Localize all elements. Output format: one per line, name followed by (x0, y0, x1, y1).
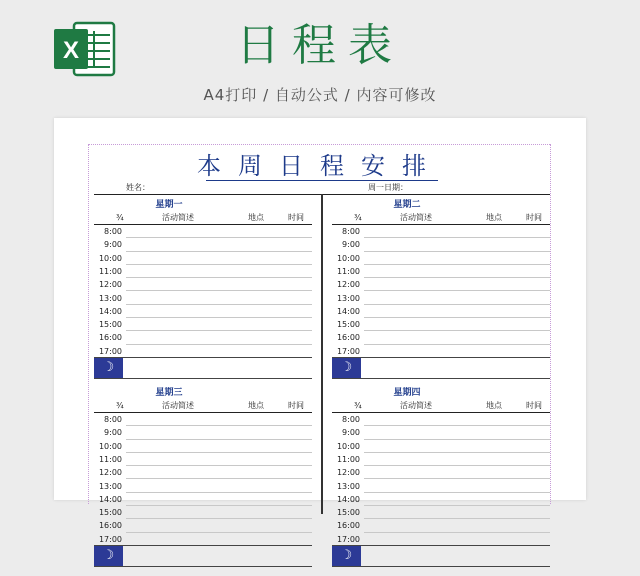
time-slot-row[interactable] (94, 345, 312, 358)
time-slot-row[interactable] (332, 426, 550, 439)
col-time: 时间 (526, 401, 542, 410)
name-label: 姓名： (126, 183, 150, 192)
col-activity: 活动简述 (162, 401, 194, 410)
time-slot-row[interactable] (94, 292, 312, 305)
time-slot-row[interactable] (94, 533, 312, 546)
time-slot-row[interactable] (94, 466, 312, 479)
moon-icon: ☽ (332, 546, 361, 566)
slot-time: 11:00 (336, 454, 360, 464)
monday-date-label: 周一日期： (368, 183, 408, 192)
slot-time: 12:00 (336, 280, 360, 290)
evening-row[interactable] (94, 545, 312, 567)
slot-time: 11:00 (336, 266, 360, 276)
document-title: 本周日程安排 (197, 152, 443, 180)
time-slot-row[interactable] (332, 305, 550, 318)
slot-time: 10:00 (98, 253, 122, 263)
slot-time: 13:00 (98, 293, 122, 303)
time-slot-row[interactable] (332, 265, 550, 278)
slot-time: 15:00 (336, 320, 360, 330)
slot-time: 9:00 (104, 240, 122, 250)
center-divider (321, 194, 323, 514)
col-mark: ¾ (354, 401, 362, 410)
slot-time: 11:00 (98, 266, 122, 276)
title-underline (206, 180, 438, 181)
time-slot-row[interactable] (332, 331, 550, 344)
time-slot-row[interactable] (332, 533, 550, 546)
day-name: 星期三 (155, 388, 183, 398)
time-slot-row[interactable] (332, 440, 550, 453)
time-slot-row[interactable] (94, 331, 312, 344)
time-slot-row[interactable] (94, 238, 312, 251)
slot-time: 8:00 (104, 227, 122, 236)
col-mark: ¾ (116, 401, 124, 410)
time-slot-row[interactable] (332, 252, 550, 265)
slot-time: 16:00 (336, 521, 360, 531)
slot-time: 17:00 (336, 534, 360, 544)
col-activity: 活动简述 (162, 213, 194, 222)
time-slot-row[interactable] (332, 278, 550, 291)
slot-time: 8:00 (104, 415, 122, 424)
slot-time: 17:00 (98, 534, 122, 544)
slot-time: 11:00 (98, 454, 122, 464)
col-activity: 活动简述 (400, 213, 432, 222)
page-subtitle: A4打印 / 自动公式 / 内容可修改 (203, 86, 437, 104)
time-slot-row[interactable] (94, 413, 312, 426)
slot-time: 17:00 (336, 346, 360, 356)
moon-icon: ☽ (94, 546, 123, 566)
time-slot-row[interactable] (332, 225, 550, 238)
slot-time: 13:00 (336, 293, 360, 303)
slot-time: 8:00 (342, 415, 360, 424)
time-slot-row[interactable] (94, 480, 312, 493)
col-location: 地点 (486, 401, 502, 410)
day-name: 星期一 (155, 200, 183, 210)
evening-row[interactable] (332, 545, 550, 567)
slot-time: 16:00 (336, 333, 360, 343)
time-slot-row[interactable] (332, 238, 550, 251)
time-slot-row[interactable] (332, 453, 550, 466)
slot-time: 12:00 (336, 468, 360, 478)
time-slot-row[interactable] (332, 519, 550, 532)
slot-time: 10:00 (336, 441, 360, 451)
slot-time: 14:00 (336, 306, 360, 316)
slot-time: 16:00 (98, 333, 122, 343)
print-margin-left (88, 144, 89, 504)
document-page (54, 118, 586, 563)
time-slot-row[interactable] (94, 453, 312, 466)
slot-time: 9:00 (342, 240, 360, 250)
slot-time: 14:00 (336, 494, 360, 504)
col-location: 地点 (248, 401, 264, 410)
evening-row[interactable] (94, 357, 312, 379)
time-slot-row[interactable] (94, 252, 312, 265)
logo-letter: X (62, 37, 80, 64)
slot-time: 14:00 (98, 494, 122, 504)
time-slot-row[interactable] (94, 519, 312, 532)
time-slot-row[interactable] (94, 265, 312, 278)
col-activity: 活动简述 (400, 401, 432, 410)
col-mark: ¾ (354, 213, 362, 222)
time-slot-row[interactable] (332, 480, 550, 493)
page-title: 日程表 (236, 20, 404, 71)
col-time: 时间 (288, 401, 304, 410)
day-block (332, 198, 550, 388)
slot-time: 15:00 (336, 508, 360, 518)
col-mark: ¾ (116, 213, 124, 222)
time-slot-row[interactable] (94, 305, 312, 318)
time-slot-row[interactable] (332, 345, 550, 358)
moon-icon: ☽ (332, 358, 361, 378)
slot-time: 13:00 (336, 481, 360, 491)
print-margin-right (550, 144, 551, 504)
time-slot-row[interactable] (94, 318, 312, 331)
time-slot-row[interactable] (332, 506, 550, 519)
time-slot-row[interactable] (332, 493, 550, 506)
slot-time: 15:00 (98, 508, 122, 518)
slot-time: 10:00 (98, 441, 122, 451)
time-slot-row[interactable] (332, 292, 550, 305)
slot-time: 9:00 (342, 428, 360, 438)
time-slot-row[interactable] (332, 318, 550, 331)
slot-time: 15:00 (98, 320, 122, 330)
slot-time: 10:00 (336, 253, 360, 263)
slot-time: 14:00 (98, 306, 122, 316)
day-block (94, 386, 312, 576)
slot-time: 9:00 (104, 428, 122, 438)
time-slot-row[interactable] (94, 493, 312, 506)
slot-time: 17:00 (98, 346, 122, 356)
day-name: 星期四 (393, 388, 421, 398)
time-slot-row[interactable] (94, 506, 312, 519)
slot-time: 12:00 (98, 468, 122, 478)
time-slot-row[interactable] (94, 225, 312, 238)
col-time: 时间 (526, 213, 542, 222)
slot-time: 13:00 (98, 481, 122, 491)
slot-time: 8:00 (342, 227, 360, 236)
slot-time: 16:00 (98, 521, 122, 531)
time-slot-row[interactable] (94, 278, 312, 291)
time-slot-row[interactable] (332, 413, 550, 426)
col-location: 地点 (248, 213, 264, 222)
col-time: 时间 (288, 213, 304, 222)
evening-row[interactable] (332, 357, 550, 379)
day-block (94, 198, 312, 388)
time-slot-row[interactable] (332, 466, 550, 479)
day-name: 星期二 (393, 200, 421, 210)
col-location: 地点 (486, 213, 502, 222)
slot-time: 12:00 (98, 280, 122, 290)
time-slot-row[interactable] (94, 426, 312, 439)
day-block (332, 386, 550, 576)
print-margin-top (88, 144, 550, 145)
moon-icon: ☽ (94, 358, 123, 378)
time-slot-row[interactable] (94, 440, 312, 453)
